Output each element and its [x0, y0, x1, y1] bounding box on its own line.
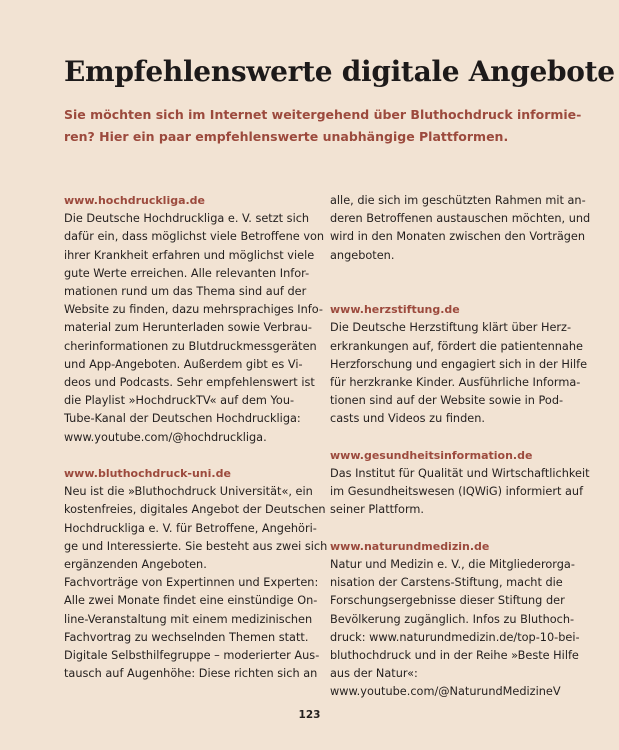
link-hochdruckliga[interactable]: www.hochdruckliga.de — [64, 194, 206, 207]
link-herzstiftung[interactable]: www.herzstiftung.de — [330, 303, 460, 317]
text-line: nisation der Carstens-Stiftung, macht die — [330, 576, 563, 590]
paragraph-gap — [330, 429, 570, 447]
text-line: für herzkranke Kinder. Ausführliche Informa- — [330, 376, 581, 389]
text-line: Die Deutsche Hochdruckliga e. V. setzt sich — [64, 212, 310, 226]
text-line: gute Werte erreichen. Alle relevanten Infor- — [64, 266, 310, 280]
right-column — [330, 192, 591, 702]
text-line: casts und Videos zu finden. — [330, 412, 485, 426]
text-line: www.youtube.com/@NaturundMedizineV — [330, 685, 561, 699]
text-line: Alle zwei Monate findet eine einstündige On- — [64, 594, 318, 608]
text-line: tausch auf Augenhöhe: Diese richten sich an — [64, 667, 318, 681]
text-line: Forschungsergebnisse dieser Stiftung der — [330, 594, 565, 608]
section-herzstiftung — [330, 319, 588, 428]
section-bluthochdruck-uni — [64, 483, 328, 683]
link-bluthochdruck-uni[interactable]: www.bluthochdruck-uni.de — [64, 467, 231, 481]
text-line: im Gesundheitswesen (IQWiG) informiert auf — [330, 485, 584, 499]
text-line: aus der Natur«: — [330, 667, 418, 681]
text-line: Die Deutsche Herzstiftung klärt über Herz- — [330, 321, 572, 335]
text-line: erkrankungen auf, fördert die patientennahe — [330, 339, 583, 353]
section-hochdruckliga — [64, 210, 325, 447]
text-line: www.youtube.com/@hochdruckliga. — [64, 430, 267, 444]
text-line: bluthochdruck und in der Reihe »Beste Hilfe — [330, 649, 579, 663]
link-naturundmedizin[interactable]: www.naturundmedizin.de — [330, 539, 490, 553]
text-line: Fachvortrag zu wechselnden Themen statt. — [64, 630, 309, 644]
text-line: ihrer Krankheit erfahren und möglichst viele — [64, 248, 315, 262]
paragraph-gap — [330, 283, 570, 301]
left-column — [64, 192, 328, 683]
section-naturundmedizin — [330, 556, 580, 702]
text-line: druck: www.naturundmedizin.de/top-10-bei- — [330, 630, 580, 644]
text-line: Fachvorträge von Expertinnen und Experten: — [64, 576, 319, 590]
intro-line: Sie möchten sich im Internet weitergehend über Bluthochdruck informie- — [64, 107, 582, 122]
text-line: deren Betroffenen austauschen möchten, und — [330, 212, 591, 226]
text-line: angeboten. — [330, 248, 395, 262]
page-number: 123 — [298, 709, 321, 721]
text-line: cherinformationen zu Blutdruckmessgeräten — [64, 339, 317, 353]
text-line: Hochdruckliga e. V. für Betroffene, Angehöri- — [64, 521, 317, 535]
text-line: Bevölkerung zugänglich. Infos zu Bluthoch- — [330, 612, 575, 626]
text-line: Natur und Medizin e. V., die Mitgliederorga- — [330, 558, 575, 571]
paragraph-gap — [64, 447, 304, 465]
text-line: alle, die sich im geschützten Rahmen mit an- — [330, 194, 586, 207]
text-line: mationen rund um das Thema sind auf der — [64, 285, 307, 299]
text-line: Tube-Kanal der Deutschen Hochdruckliga: — [64, 412, 301, 426]
section-gesundheitsinformation — [330, 465, 590, 520]
text-line: tionen sind auf der Website sowie in Pod- — [330, 394, 564, 408]
text-line: kostenfreies, digitales Angebot der Deutschen — [64, 503, 326, 517]
text-line: wird in den Monaten zwischen den Vorträgen — [330, 230, 586, 244]
text-line: ergänzenden Angeboten. — [64, 558, 207, 572]
text-line: line-Veranstaltung mit einem medizinischen — [64, 612, 313, 626]
intro-text — [64, 104, 582, 148]
text-line: dafür ein, dass möglichst viele Betroffene von — [64, 230, 325, 244]
paragraph-gap — [330, 265, 570, 283]
text-line: Das Institut für Qualität und Wirtschaftlichkeit — [330, 467, 590, 480]
text-line: Website zu finden, dazu mehrsprachiges Info- — [64, 303, 323, 317]
paragraph-gap — [330, 520, 570, 538]
text-line: Herzforschung und engagiert sich in der Hilfe — [330, 357, 588, 371]
intro-line: ren? Hier ein paar empfehlenswerte unabhängige Plattformen. — [64, 129, 509, 144]
page-title: Empfehlenswerte digitale Angebote — [64, 55, 615, 88]
text-line: und App-Angeboten. Außerdem gibt es Vi- — [64, 357, 303, 371]
text-line: Neu ist die »Bluthochdruck Universität«, ein — [64, 485, 313, 499]
text-line: material zum Herunterladen sowie Verbrau- — [64, 321, 312, 335]
text-line: seiner Plattform. — [330, 503, 424, 517]
section-continuation — [330, 192, 591, 265]
link-gesundheitsinformation[interactable]: www.gesundheitsinformation.de — [330, 448, 533, 462]
text-line: ge und Interessierte. Sie besteht aus zwei sich — [64, 539, 328, 553]
text-line: die Playlist »HochdruckTV« auf dem You- — [64, 394, 295, 408]
text-line: Digitale Selbsthilfegruppe – moderierter Aus- — [64, 649, 320, 663]
text-line: deos und Podcasts. Sehr empfehlenswert ist — [64, 376, 315, 390]
